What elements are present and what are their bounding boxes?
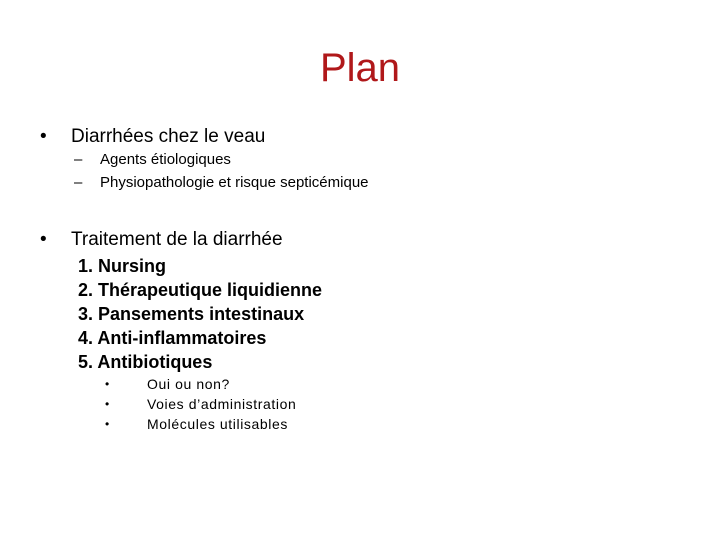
bullet-icon: • bbox=[40, 229, 47, 250]
sub-list-item-text: Voies d’administration bbox=[147, 396, 297, 412]
sub-list-item-text: Oui ou non? bbox=[147, 376, 230, 392]
dash-marker: – bbox=[74, 151, 83, 168]
list-item-text: Physiopathologie et risque septicémique bbox=[100, 174, 369, 191]
bullet-icon: • bbox=[105, 397, 110, 411]
bullet-icon: • bbox=[105, 377, 110, 391]
slide-title: Plan bbox=[319, 46, 401, 90]
dash-marker: – bbox=[74, 174, 83, 191]
bullet-icon: • bbox=[105, 417, 110, 431]
section-heading: Diarrhées chez le veau bbox=[71, 126, 266, 147]
section-heading: Traitement de la diarrhée bbox=[71, 229, 283, 250]
bullet-icon: • bbox=[40, 126, 47, 147]
numbered-item: 5. Antibiotiques bbox=[78, 352, 213, 372]
list-item-text: Agents étiologiques bbox=[100, 151, 231, 168]
numbered-item: 4. Anti-inflammatoires bbox=[78, 328, 267, 348]
numbered-item: 2. Thérapeutique liquidienne bbox=[78, 280, 323, 300]
numbered-item: 3. Pansements intestinaux bbox=[78, 304, 305, 324]
numbered-item: 1. Nursing bbox=[78, 256, 167, 276]
sub-list-item-text: Molécules utilisables bbox=[147, 416, 288, 432]
